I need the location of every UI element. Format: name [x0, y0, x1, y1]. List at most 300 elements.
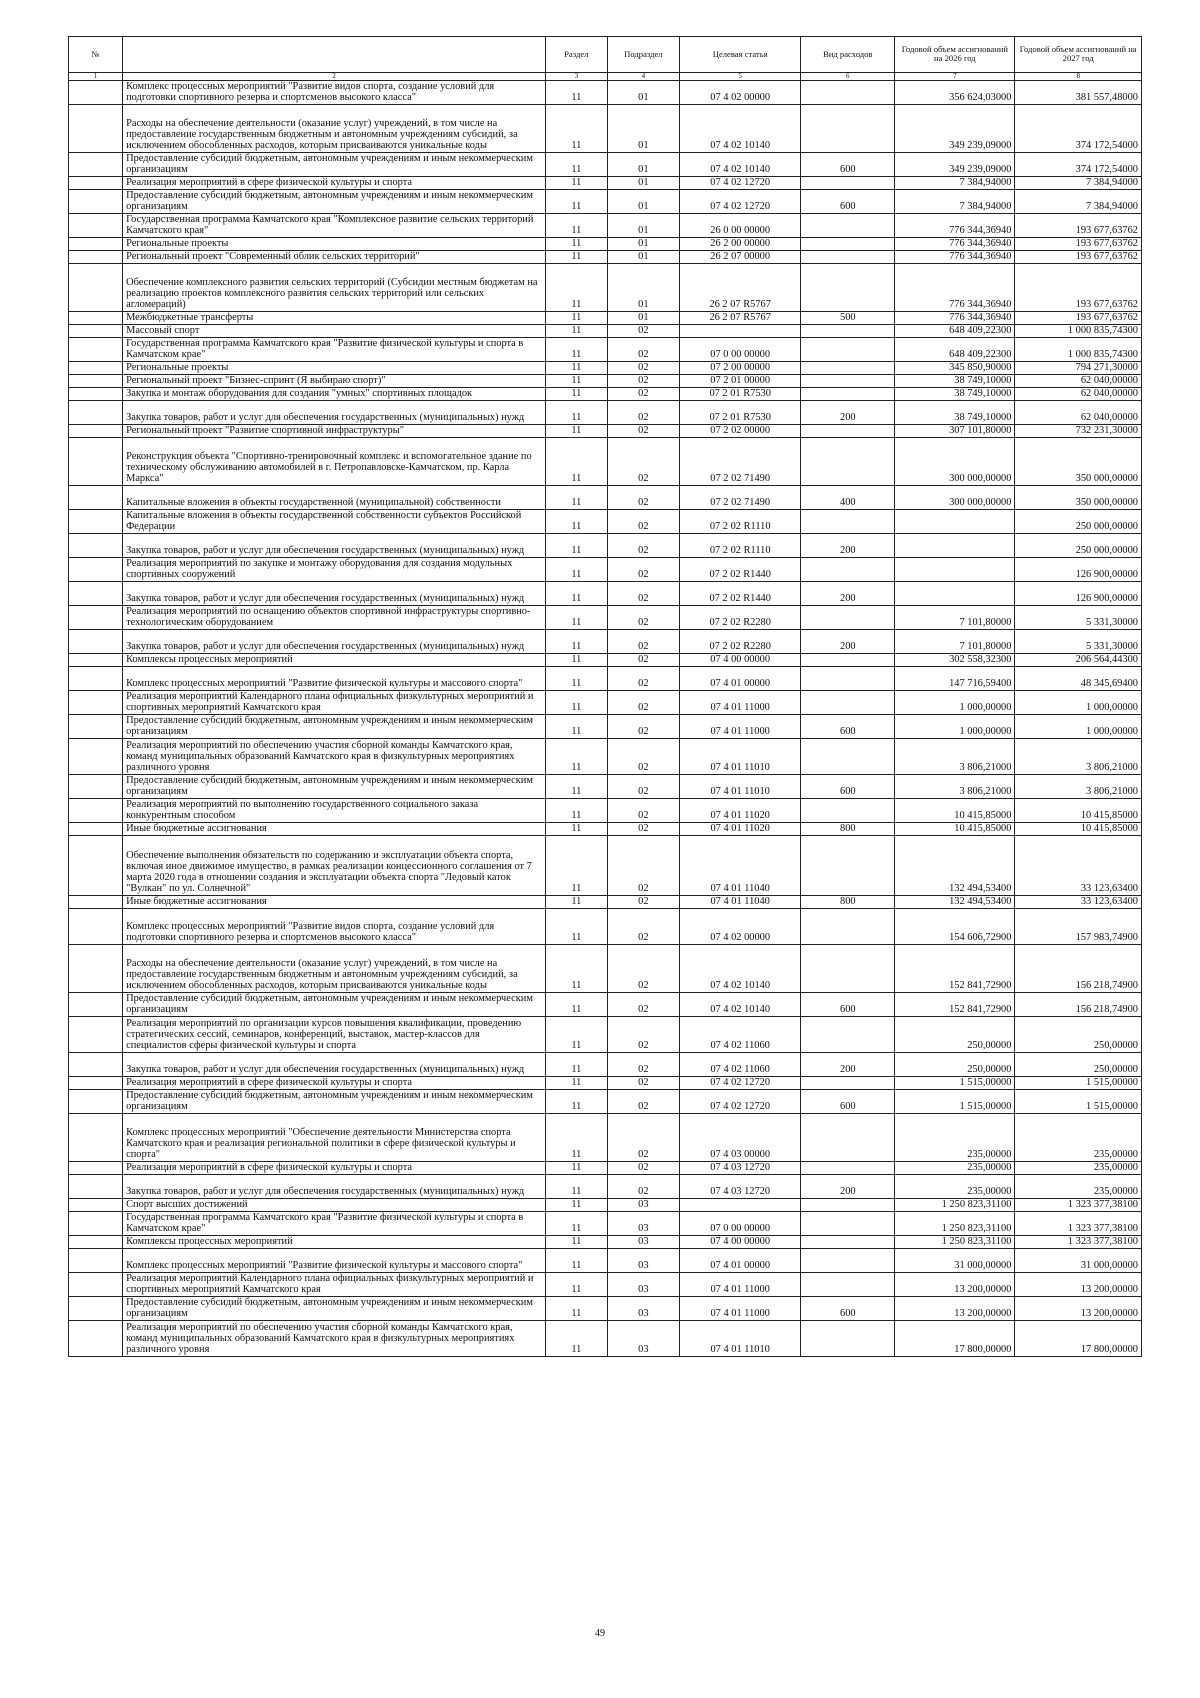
row-section: 11 [546, 715, 608, 739]
row-amount-2027: 10 415,85000 [1015, 823, 1142, 836]
row-target-item: 07 4 02 12720 [680, 190, 801, 214]
row-number [69, 1297, 123, 1321]
row-expense-type [801, 1321, 895, 1357]
row-amount-2027: 13 200,00000 [1015, 1273, 1142, 1297]
row-expense-type [801, 362, 895, 375]
row-amount-2026: 1 515,00000 [895, 1090, 1015, 1114]
table-row [69, 1017, 1142, 1053]
row-name: Предоставление субсидий бюджетным, автономным учреждениям и иным некоммерческим организациям [123, 153, 546, 177]
row-amount-2027: 62 040,00000 [1015, 401, 1142, 425]
row-subsection: 02 [607, 388, 679, 401]
row-number [69, 362, 123, 375]
row-subsection: 02 [607, 362, 679, 375]
header-col-amount-2027: Годовой объем ассигнований на 2027 год [1015, 37, 1142, 73]
row-number [69, 425, 123, 438]
row-subsection: 03 [607, 1321, 679, 1357]
table-row [69, 325, 1142, 338]
row-amount-2026: 776 344,36940 [895, 251, 1015, 264]
row-number [69, 558, 123, 582]
row-section: 11 [546, 388, 608, 401]
row-number [69, 251, 123, 264]
row-target-item: 07 2 02 R1110 [680, 534, 801, 558]
row-subsection: 02 [607, 945, 679, 993]
row-amount-2026: 3 806,21000 [895, 739, 1015, 775]
row-target-item: 07 4 01 11010 [680, 739, 801, 775]
row-section: 11 [546, 691, 608, 715]
row-subsection: 01 [607, 214, 679, 238]
table-row [69, 667, 1142, 691]
row-section: 11 [546, 993, 608, 1017]
row-amount-2027: 157 983,74900 [1015, 909, 1142, 945]
table-row [69, 715, 1142, 739]
table-row [69, 1199, 1142, 1212]
table-row [69, 81, 1142, 105]
row-expense-type [801, 105, 895, 153]
row-number [69, 606, 123, 630]
row-target-item: 07 4 02 00000 [680, 81, 801, 105]
row-amount-2027: 62 040,00000 [1015, 388, 1142, 401]
row-expense-type [801, 251, 895, 264]
table-row [69, 775, 1142, 799]
table-row [69, 896, 1142, 909]
row-amount-2027: 10 415,85000 [1015, 799, 1142, 823]
row-section: 11 [546, 1114, 608, 1162]
table-row [69, 438, 1142, 486]
row-expense-type [801, 1017, 895, 1053]
row-expense-type: 400 [801, 486, 895, 510]
row-expense-type [801, 438, 895, 486]
row-section: 11 [546, 896, 608, 909]
row-target-item: 07 0 00 00000 [680, 1212, 801, 1236]
row-number [69, 338, 123, 362]
row-target-item: 07 4 01 11000 [680, 715, 801, 739]
row-number [69, 1273, 123, 1297]
row-expense-type: 600 [801, 715, 895, 739]
row-expense-type: 600 [801, 153, 895, 177]
row-target-item: 07 4 01 11010 [680, 1321, 801, 1357]
row-amount-2027: 206 564,44300 [1015, 654, 1142, 667]
row-expense-type [801, 1077, 895, 1090]
row-expense-type [801, 264, 895, 312]
row-expense-type: 600 [801, 1090, 895, 1114]
row-amount-2026: 10 415,85000 [895, 823, 1015, 836]
row-name: Реализация мероприятий по обеспечению участия сборной команды Камчатского края, команд муниципальных образований Камчатского края в физкультурных мероприятиях различного уровня [123, 1321, 546, 1357]
row-subsection: 01 [607, 177, 679, 190]
row-expense-type: 200 [801, 1175, 895, 1199]
row-subsection: 02 [607, 739, 679, 775]
row-number [69, 153, 123, 177]
row-section: 11 [546, 1053, 608, 1077]
row-name: Обеспечение выполнения обязательств по содержанию и эксплуатации объекта спорта, включая иное движимое имущество, в рамках реализации концессионного соглашения от 7 марта 2020 года в отношении создания и эксплуатации объекта спорта "Ледовый каток "Вулкан" по ул. Солнечной" [123, 836, 546, 896]
row-subsection: 03 [607, 1199, 679, 1212]
row-amount-2026: 7 101,80000 [895, 630, 1015, 654]
row-name: Комплекс процессных мероприятий "Развитие физической культуры и массового спорта" [123, 1249, 546, 1273]
row-amount-2027: 33 123,63400 [1015, 896, 1142, 909]
row-expense-type: 600 [801, 1297, 895, 1321]
row-section: 11 [546, 438, 608, 486]
row-section: 11 [546, 606, 608, 630]
table-row [69, 486, 1142, 510]
row-name: Капитальные вложения в объекты государственной собственности субъектов Российской Федерации [123, 510, 546, 534]
row-target-item: 07 4 02 11060 [680, 1053, 801, 1077]
row-name: Расходы на обеспечение деятельности (оказание услуг) учреждений, в том числе на предоставление государственным бюджетным и автономным учреждениям субсидий, за исключением обособленных расходов, которым присваиваются уникальные коды [123, 105, 546, 153]
row-amount-2027: 374 172,54000 [1015, 105, 1142, 153]
row-target-item: 07 4 02 12720 [680, 177, 801, 190]
row-amount-2026 [895, 534, 1015, 558]
row-section: 11 [546, 534, 608, 558]
row-target-item: 07 4 02 10140 [680, 945, 801, 993]
row-subsection: 02 [607, 1090, 679, 1114]
row-section: 11 [546, 264, 608, 312]
row-section: 11 [546, 1297, 608, 1321]
row-amount-2026: 235,00000 [895, 1162, 1015, 1175]
row-expense-type: 600 [801, 993, 895, 1017]
row-amount-2027: 17 800,00000 [1015, 1321, 1142, 1357]
row-amount-2027: 7 384,94000 [1015, 177, 1142, 190]
row-subsection: 03 [607, 1297, 679, 1321]
row-number [69, 1249, 123, 1273]
row-target-item: 07 4 01 11020 [680, 799, 801, 823]
row-name: Предоставление субсидий бюджетным, автономным учреждениям и иным некоммерческим организациям [123, 190, 546, 214]
row-number [69, 486, 123, 510]
row-amount-2026: 7 384,94000 [895, 190, 1015, 214]
row-amount-2027: 62 040,00000 [1015, 375, 1142, 388]
row-number [69, 190, 123, 214]
header-col-name [123, 37, 546, 73]
row-amount-2026: 345 850,90000 [895, 362, 1015, 375]
table-row [69, 799, 1142, 823]
table-row [69, 691, 1142, 715]
row-amount-2027: 31 000,00000 [1015, 1249, 1142, 1273]
row-number [69, 325, 123, 338]
row-number [69, 1212, 123, 1236]
row-subsection: 02 [607, 630, 679, 654]
row-amount-2026: 132 494,53400 [895, 896, 1015, 909]
row-target-item: 07 4 03 12720 [680, 1162, 801, 1175]
row-amount-2026: 776 344,36940 [895, 312, 1015, 325]
row-amount-2026: 300 000,00000 [895, 438, 1015, 486]
row-amount-2027: 48 345,69400 [1015, 667, 1142, 691]
row-name: Массовый спорт [123, 325, 546, 338]
row-section: 11 [546, 630, 608, 654]
row-number [69, 739, 123, 775]
row-name: Реализация мероприятий по организации курсов повышения квалификации, проведению стратегических сессий, семинаров, конференций, выставок, мастер-классов для специалистов сферы физической культуры и спорта [123, 1017, 546, 1053]
row-amount-2027: 250 000,00000 [1015, 534, 1142, 558]
row-section: 11 [546, 558, 608, 582]
row-name: Закупка товаров, работ и услуг для обеспечения государственных (муниципальных) нужд [123, 1053, 546, 1077]
row-amount-2026: 13 200,00000 [895, 1297, 1015, 1321]
row-amount-2026: 1 515,00000 [895, 1077, 1015, 1090]
row-name: Реализация мероприятий по выполнению государственного социального заказа конкурентным способом [123, 799, 546, 823]
row-expense-type [801, 558, 895, 582]
row-subsection: 02 [607, 425, 679, 438]
row-target-item: 07 2 00 00000 [680, 362, 801, 375]
row-section: 11 [546, 739, 608, 775]
row-subsection: 02 [607, 338, 679, 362]
row-target-item: 07 4 02 12720 [680, 1090, 801, 1114]
row-number [69, 1175, 123, 1199]
row-amount-2027: 732 231,30000 [1015, 425, 1142, 438]
row-amount-2027: 3 806,21000 [1015, 739, 1142, 775]
row-name: Реализация мероприятий в сфере физической культуры и спорта [123, 1162, 546, 1175]
row-number [69, 993, 123, 1017]
row-number [69, 438, 123, 486]
row-subsection: 01 [607, 264, 679, 312]
row-amount-2026: 235,00000 [895, 1114, 1015, 1162]
row-amount-2027: 193 677,63762 [1015, 264, 1142, 312]
row-subsection: 02 [607, 325, 679, 338]
row-number [69, 1017, 123, 1053]
row-target-item: 26 2 07 00000 [680, 251, 801, 264]
table-row [69, 1297, 1142, 1321]
row-subsection: 02 [607, 775, 679, 799]
table-row [69, 739, 1142, 775]
row-number [69, 1077, 123, 1090]
row-amount-2027: 381 557,48000 [1015, 81, 1142, 105]
row-section: 11 [546, 1017, 608, 1053]
row-target-item: 07 2 02 R1440 [680, 558, 801, 582]
row-amount-2026 [895, 510, 1015, 534]
row-amount-2026: 17 800,00000 [895, 1321, 1015, 1357]
row-amount-2027: 1 323 377,38100 [1015, 1212, 1142, 1236]
row-amount-2026: 1 000,00000 [895, 715, 1015, 739]
row-subsection: 01 [607, 312, 679, 325]
row-name: Обеспечение комплексного развития сельских территорий (Субсидии местным бюджетам на реализацию проектов комплексного развития сельских территорий или сельских агломераций) [123, 264, 546, 312]
row-subsection: 01 [607, 238, 679, 251]
row-number [69, 823, 123, 836]
row-subsection: 02 [607, 823, 679, 836]
row-target-item: 07 2 01 00000 [680, 375, 801, 388]
row-name: Региональный проект "Бизнес-спринт (Я выбираю спорт)" [123, 375, 546, 388]
row-amount-2026 [895, 582, 1015, 606]
row-amount-2027: 33 123,63400 [1015, 836, 1142, 896]
row-number [69, 105, 123, 153]
row-target-item: 07 2 01 R7530 [680, 388, 801, 401]
row-amount-2026: 776 344,36940 [895, 264, 1015, 312]
row-amount-2027: 126 900,00000 [1015, 582, 1142, 606]
row-amount-2027: 1 000 835,74300 [1015, 338, 1142, 362]
row-amount-2026: 152 841,72900 [895, 993, 1015, 1017]
row-number [69, 715, 123, 739]
row-name: Закупка товаров, работ и услуг для обеспечения государственных (муниципальных) нужд [123, 401, 546, 425]
row-name: Закупка товаров, работ и услуг для обеспечения государственных (муниципальных) нужд [123, 534, 546, 558]
table-row [69, 909, 1142, 945]
row-section: 11 [546, 177, 608, 190]
row-number [69, 534, 123, 558]
row-number [69, 836, 123, 896]
row-target-item: 07 4 01 11000 [680, 1273, 801, 1297]
row-target-item: 07 2 02 00000 [680, 425, 801, 438]
column-number: 5 [680, 73, 801, 81]
row-name: Расходы на обеспечение деятельности (оказание услуг) учреждений, в том числе на предоставление государственным бюджетным и автономным учреждениям субсидий, за исключением обособленных расходов, которым присваиваются уникальные коды [123, 945, 546, 993]
row-expense-type [801, 214, 895, 238]
row-amount-2026: 235,00000 [895, 1175, 1015, 1199]
row-expense-type: 600 [801, 775, 895, 799]
row-section: 11 [546, 1162, 608, 1175]
row-number [69, 1321, 123, 1357]
row-expense-type [801, 739, 895, 775]
row-amount-2027: 235,00000 [1015, 1162, 1142, 1175]
row-name: Региональные проекты [123, 362, 546, 375]
row-name: Комплекс процессных мероприятий "Развитие видов спорта, создание условий для подготовки спортивного резерва и спортсменов высокого класса" [123, 81, 546, 105]
row-number [69, 1090, 123, 1114]
page-number: 49 [595, 1628, 605, 1639]
row-subsection: 02 [607, 606, 679, 630]
row-expense-type [801, 177, 895, 190]
row-amount-2026: 3 806,21000 [895, 775, 1015, 799]
row-subsection: 02 [607, 691, 679, 715]
row-name: Закупка товаров, работ и услуг для обеспечения государственных (муниципальных) нужд [123, 630, 546, 654]
row-amount-2026: 1 000,00000 [895, 691, 1015, 715]
row-name: Комплекс процессных мероприятий "Обеспечение деятельности Министерства спорта Камчатского края и реализация региональной политики в сфере физической культуры и спорта" [123, 1114, 546, 1162]
row-name: Региональные проекты [123, 238, 546, 251]
row-name: Реализация мероприятий по закупке и монтажу оборудования для создания модульных спортивных сооружений [123, 558, 546, 582]
row-amount-2027: 193 677,63762 [1015, 214, 1142, 238]
row-target-item: 07 4 01 11000 [680, 691, 801, 715]
row-subsection: 02 [607, 1114, 679, 1162]
table-row [69, 630, 1142, 654]
row-name: Капитальные вложения в объекты государственной (муниципальной) собственности [123, 486, 546, 510]
row-amount-2027: 235,00000 [1015, 1175, 1142, 1199]
row-target-item: 26 2 07 R5767 [680, 312, 801, 325]
column-number: 1 [69, 73, 123, 81]
table-row [69, 1090, 1142, 1114]
row-name: Комплекс процессных мероприятий "Развитие видов спорта, создание условий для подготовки спортивного резерва и спортсменов высокого класса" [123, 909, 546, 945]
row-amount-2026: 250,00000 [895, 1053, 1015, 1077]
column-number: 6 [801, 73, 895, 81]
row-name: Реализация мероприятий Календарного плана официальных физкультурных мероприятий и спортивных мероприятий Камчатского края [123, 1273, 546, 1297]
row-section: 11 [546, 338, 608, 362]
row-subsection: 02 [607, 896, 679, 909]
row-target-item: 07 4 02 11060 [680, 1017, 801, 1053]
row-subsection: 02 [607, 909, 679, 945]
row-expense-type [801, 836, 895, 896]
row-expense-type: 800 [801, 823, 895, 836]
row-expense-type: 500 [801, 312, 895, 325]
row-section: 11 [546, 153, 608, 177]
row-section: 11 [546, 667, 608, 691]
row-number [69, 654, 123, 667]
table-row [69, 1077, 1142, 1090]
row-number [69, 214, 123, 238]
row-expense-type [801, 799, 895, 823]
row-name: Предоставление субсидий бюджетным, автономным учреждениям и иным некоммерческим организациям [123, 775, 546, 799]
row-name: Спорт высших достижений [123, 1199, 546, 1212]
row-name: Предоставление субсидий бюджетным, автономным учреждениям и иным некоммерческим организациям [123, 1297, 546, 1321]
row-amount-2026: 1 250 823,31100 [895, 1212, 1015, 1236]
row-section: 11 [546, 81, 608, 105]
row-target-item: 07 4 01 11040 [680, 896, 801, 909]
table-row [69, 338, 1142, 362]
row-amount-2027: 7 384,94000 [1015, 190, 1142, 214]
header-col-expense-type: Вид расходов [801, 37, 895, 73]
table-row [69, 993, 1142, 1017]
row-expense-type [801, 667, 895, 691]
row-name: Иные бюджетные ассигнования [123, 896, 546, 909]
row-target-item: 07 4 01 00000 [680, 1249, 801, 1273]
header-number-row [69, 73, 1142, 81]
row-amount-2027: 1 000 835,74300 [1015, 325, 1142, 338]
row-target-item: 07 4 00 00000 [680, 654, 801, 667]
row-section: 11 [546, 1199, 608, 1212]
row-amount-2026: 300 000,00000 [895, 486, 1015, 510]
row-target-item: 07 4 01 11010 [680, 775, 801, 799]
row-section: 11 [546, 1175, 608, 1199]
row-amount-2027: 1 323 377,38100 [1015, 1199, 1142, 1212]
table-row [69, 1162, 1142, 1175]
row-expense-type: 200 [801, 630, 895, 654]
table-row [69, 388, 1142, 401]
row-number [69, 264, 123, 312]
row-expense-type [801, 338, 895, 362]
row-amount-2027: 13 200,00000 [1015, 1297, 1142, 1321]
row-name: Комплексы процессных мероприятий [123, 1236, 546, 1249]
table-row [69, 1273, 1142, 1297]
row-target-item: 07 4 03 12720 [680, 1175, 801, 1199]
row-name: Реализация мероприятий Календарного плана официальных физкультурных мероприятий и спортивных мероприятий Камчатского края [123, 691, 546, 715]
row-subsection: 02 [607, 1017, 679, 1053]
table-row [69, 375, 1142, 388]
row-number [69, 667, 123, 691]
row-number [69, 909, 123, 945]
table-row [69, 177, 1142, 190]
table-body [69, 81, 1142, 1357]
row-amount-2027: 1 000,00000 [1015, 715, 1142, 739]
table-row [69, 312, 1142, 325]
row-number [69, 1114, 123, 1162]
row-amount-2027: 1 515,00000 [1015, 1090, 1142, 1114]
row-subsection: 02 [607, 654, 679, 667]
row-name: Комплексы процессных мероприятий [123, 654, 546, 667]
row-amount-2027: 250,00000 [1015, 1053, 1142, 1077]
header-col-number: № [69, 37, 123, 73]
row-target-item: 07 4 02 00000 [680, 909, 801, 945]
row-amount-2027: 350 000,00000 [1015, 438, 1142, 486]
row-subsection: 02 [607, 534, 679, 558]
row-amount-2026: 648 409,22300 [895, 325, 1015, 338]
row-amount-2027: 350 000,00000 [1015, 486, 1142, 510]
row-amount-2027: 126 900,00000 [1015, 558, 1142, 582]
row-target-item: 07 2 02 71490 [680, 486, 801, 510]
row-section: 11 [546, 799, 608, 823]
row-target-item: 07 0 00 00000 [680, 338, 801, 362]
row-name: Закупка товаров, работ и услуг для обеспечения государственных (муниципальных) нужд [123, 1175, 546, 1199]
row-name: Иные бюджетные ассигнования [123, 823, 546, 836]
column-number: 7 [895, 73, 1015, 81]
row-number [69, 177, 123, 190]
row-name: Государственная программа Камчатского края "Развитие физической культуры и спорта в Камчатском крае" [123, 1212, 546, 1236]
row-amount-2026: 38 749,10000 [895, 401, 1015, 425]
row-section: 11 [546, 362, 608, 375]
row-section: 11 [546, 251, 608, 264]
table-row [69, 1053, 1142, 1077]
row-subsection: 02 [607, 993, 679, 1017]
row-amount-2027: 250 000,00000 [1015, 510, 1142, 534]
row-amount-2026: 132 494,53400 [895, 836, 1015, 896]
row-amount-2026: 13 200,00000 [895, 1273, 1015, 1297]
row-expense-type [801, 606, 895, 630]
row-subsection: 02 [607, 438, 679, 486]
row-target-item: 07 4 01 11040 [680, 836, 801, 896]
row-section: 11 [546, 325, 608, 338]
header-col-target-item: Целевая статья [680, 37, 801, 73]
row-amount-2026: 152 841,72900 [895, 945, 1015, 993]
row-target-item: 07 2 01 R7530 [680, 401, 801, 425]
row-amount-2027: 374 172,54000 [1015, 153, 1142, 177]
row-name: Предоставление субсидий бюджетным, автономным учреждениям и иным некоммерческим организациям [123, 993, 546, 1017]
row-section: 11 [546, 214, 608, 238]
row-target-item: 07 2 02 R1110 [680, 510, 801, 534]
